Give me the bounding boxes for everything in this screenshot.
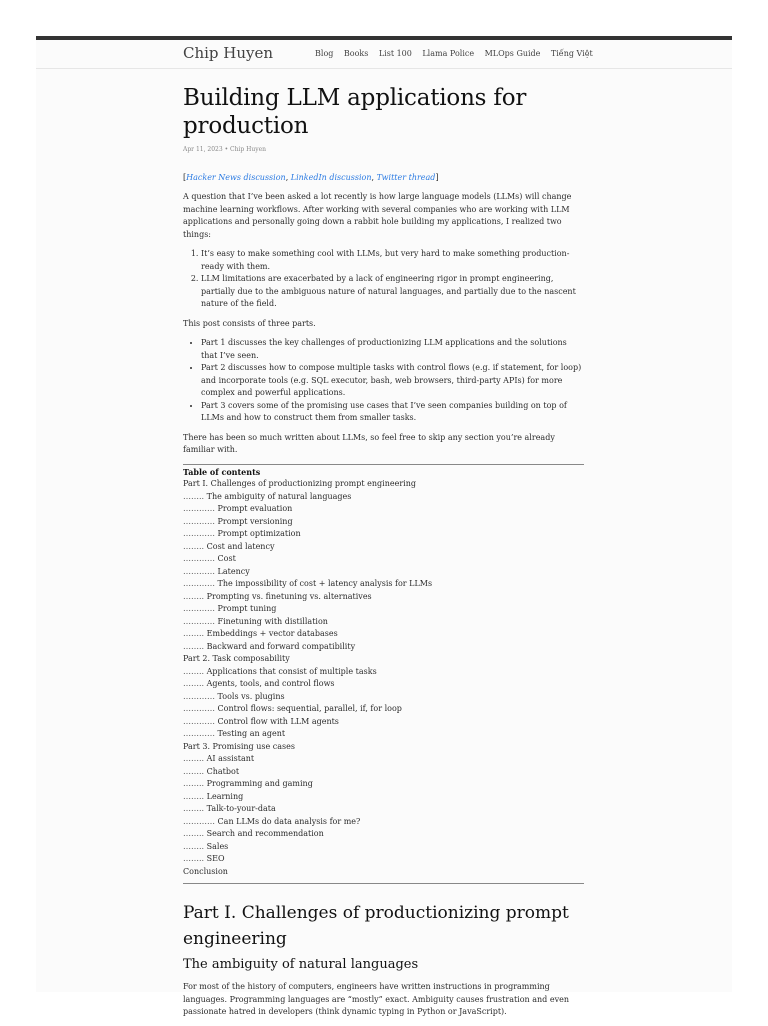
toc-indent-dots: …….. xyxy=(183,841,205,851)
toc-link[interactable]: Cost xyxy=(217,554,236,563)
skip-note: There has been so much written about LLMs, so feel free to skip any section you’re already familiar with. xyxy=(183,432,555,454)
links-separator: , xyxy=(285,172,291,182)
toc-item xyxy=(183,491,584,504)
toc-link[interactable]: Sales xyxy=(206,841,229,851)
site-header xyxy=(36,40,732,69)
post-title: Building LLM applications for production xyxy=(183,85,527,139)
toc-indent-dots: …….. xyxy=(183,629,205,638)
toc-indent-dots: …….. xyxy=(183,791,205,801)
toc-item xyxy=(183,603,584,616)
toc-indent-dots: …….. xyxy=(183,779,205,788)
toc-item xyxy=(183,828,584,841)
toc-link[interactable]: Part 2. Task composability xyxy=(183,654,290,663)
toc-item xyxy=(183,816,584,829)
toc-link[interactable]: Can LLMs do data analysis for me? xyxy=(217,816,361,826)
nav-books[interactable]: Books xyxy=(343,49,369,58)
parts-list xyxy=(183,337,584,425)
toc-link[interactable]: Part 3. Promising use cases xyxy=(183,741,295,751)
toc-link[interactable]: The ambiguity of natural languages xyxy=(206,491,352,501)
toc-item xyxy=(183,666,584,679)
section-paragraph: For most of the history of computers, engineers have written instructions in programming languages. Programming languages are “mostly” exact. Ambiguity causes frustration and even passionate hatred in developers (think dynamic typing in Python or JavaScript). xyxy=(183,982,569,1016)
toc-indent-dots: …….. xyxy=(183,829,205,838)
toc-link[interactable]: Prompt tuning xyxy=(217,604,277,613)
toc-item xyxy=(183,591,584,604)
toc-item xyxy=(183,628,584,641)
nav-blog[interactable]: Blog xyxy=(315,49,334,58)
toc-item xyxy=(183,616,584,629)
toc-item xyxy=(183,791,584,804)
toc-item xyxy=(183,741,584,754)
toc-indent-dots: …….. xyxy=(183,541,205,551)
toc-link[interactable]: Finetuning with distillation xyxy=(217,616,328,626)
intro-paragraph: A question that I’ve been asked a lot recently is how large language models (LLMs) will change machine learning workflows. After working with several companies who are working with LLM applications and personally going down a rabbit hole building my applications, I realized two things: xyxy=(183,192,572,239)
toc-item xyxy=(183,678,584,691)
nav-list-100[interactable]: List 100 xyxy=(378,49,412,58)
toc-indent-dots: …….. xyxy=(183,491,205,501)
toc-link[interactable]: The impossibility of cost + latency analysis for LLMs xyxy=(217,579,433,588)
toc-item xyxy=(183,866,584,879)
toc-indent-dots: ………… xyxy=(183,729,215,738)
toc-indent-dots: …….. xyxy=(183,766,205,776)
toc-indent-dots: …….. xyxy=(183,591,205,601)
toc-list xyxy=(183,478,584,878)
toc-item xyxy=(183,566,584,579)
list-item: • Part 1 discusses the key challenges of productionizing LLM applications and the solutions that I’ve seen. xyxy=(201,337,584,362)
toc-item xyxy=(183,641,584,654)
toc-link[interactable]: Conclusion xyxy=(183,866,228,876)
toc-indent-dots: ………… xyxy=(183,579,215,588)
hacker-news-link[interactable]: Hacker News discussion xyxy=(186,172,286,182)
links-open-bracket: [ xyxy=(183,172,187,182)
toc-link[interactable]: Programming and gaming xyxy=(206,779,313,788)
toc-link[interactable]: Prompt optimization xyxy=(217,529,301,538)
links-separator: , xyxy=(371,172,377,182)
toc-indent-dots: ………… xyxy=(183,529,215,538)
toc-indent-dots: ………… xyxy=(183,704,215,713)
toc-title: Table of contents xyxy=(183,466,261,477)
nav-tieng-viet[interactable]: Tiếng Việt xyxy=(550,49,593,58)
nav-llama-police[interactable]: Llama Police xyxy=(422,49,475,58)
toc-link[interactable]: AI assistant xyxy=(206,754,255,763)
toc-item xyxy=(183,516,584,529)
toc-indent-dots: …….. xyxy=(183,666,205,676)
list-item: 1. It’s easy to make something cool with LLMs, but very hard to make something production-ready with them. xyxy=(201,248,584,273)
page-frame xyxy=(36,36,732,1016)
toc-item xyxy=(183,853,584,866)
toc-item xyxy=(183,503,584,516)
toc-indent-dots: ………… xyxy=(183,816,215,826)
toc-link[interactable]: Prompt evaluation xyxy=(217,504,293,513)
toc-link[interactable]: Latency xyxy=(217,566,250,576)
links-close-bracket: ] xyxy=(435,172,439,182)
toc-link[interactable]: Backward and forward compatibility xyxy=(206,641,356,651)
toc-indent-dots: ………… xyxy=(183,554,215,563)
toc-indent-dots: ………… xyxy=(183,504,215,513)
toc-item xyxy=(183,478,584,491)
toc-item xyxy=(183,716,584,729)
table-of-contents xyxy=(183,464,584,885)
toc-item xyxy=(183,541,584,554)
toc-item xyxy=(183,528,584,541)
linkedin-link[interactable]: LinkedIn discussion xyxy=(290,172,372,182)
toc-link[interactable]: Search and recommendation xyxy=(206,829,324,838)
toc-indent-dots: ………… xyxy=(183,716,215,726)
toc-item xyxy=(183,766,584,779)
toc-item xyxy=(183,553,584,566)
toc-link[interactable]: Prompt versioning xyxy=(217,516,293,526)
section-heading: Part I. Challenges of productionizing prompt engineering xyxy=(183,903,569,949)
toc-link[interactable]: Agents, tools, and control flows xyxy=(206,679,335,688)
toc-link[interactable]: Applications that consist of multiple tasks xyxy=(206,666,377,676)
toc-link[interactable]: SEO xyxy=(206,854,225,863)
toc-link[interactable]: Prompting vs. finetuning vs. alternatives xyxy=(206,591,372,601)
post-meta: Apr 11, 2023 • Chip Huyen xyxy=(183,146,267,153)
toc-item xyxy=(183,753,584,766)
toc-item xyxy=(183,578,584,591)
toc-indent-dots: ………… xyxy=(183,691,215,701)
toc-link[interactable]: Part I. Challenges of productionizing prompt engineering xyxy=(183,479,416,488)
toc-indent-dots: ………… xyxy=(183,566,215,576)
post-content xyxy=(183,84,584,1026)
toc-indent-dots: …….. xyxy=(183,854,205,863)
toc-item xyxy=(183,691,584,704)
list-item: 2. LLM limitations are exacerbated by a lack of engineering rigor in prompt engineering, partially due to the ambiguous nature of natural languages, and partially due to the nascent nature of the field. xyxy=(201,273,584,311)
toc-link[interactable]: Embeddings + vector databases xyxy=(206,629,338,638)
toc-link[interactable]: Learning xyxy=(206,791,244,801)
toc-link[interactable]: Testing an agent xyxy=(217,729,286,738)
toc-item xyxy=(183,803,584,816)
site-title-link[interactable]: Chip Huyen xyxy=(183,44,274,62)
toc-indent-dots: ………… xyxy=(183,616,215,626)
toc-link[interactable]: Control flow with LLM agents xyxy=(217,716,339,726)
discussion-links xyxy=(183,172,584,185)
toc-indent-dots: …….. xyxy=(183,679,205,688)
toc-indent-dots: ………… xyxy=(183,516,215,526)
toc-item xyxy=(183,778,584,791)
toc-link[interactable]: Control flows: sequential, parallel, if, for loop xyxy=(217,704,402,713)
toc-link[interactable]: Tools vs. plugins xyxy=(217,691,285,701)
findings-list xyxy=(183,248,584,311)
toc-indent-dots: ………… xyxy=(183,604,215,613)
toc-item xyxy=(183,841,584,854)
parts-intro: This post consists of three parts. xyxy=(183,318,316,328)
twitter-link[interactable]: Twitter thread xyxy=(376,172,436,182)
toc-indent-dots: …….. xyxy=(183,641,205,651)
toc-link[interactable]: Talk-to-your-data xyxy=(206,804,276,813)
site-nav xyxy=(315,49,603,58)
toc-indent-dots: …….. xyxy=(183,804,205,813)
list-item: • Part 3 covers some of the promising use cases that I’ve seen companies building on top of LLMs and how to construct them from smaller tasks. xyxy=(201,400,584,425)
toc-item xyxy=(183,703,584,716)
toc-link[interactable]: Cost and latency xyxy=(206,541,275,551)
toc-item xyxy=(183,728,584,741)
subsection-heading: The ambiguity of natural languages xyxy=(183,957,419,972)
nav-mlops-guide[interactable]: MLOps Guide xyxy=(484,49,541,58)
list-item: • Part 2 discusses how to compose multiple tasks with control flows (e.g. if statement, for loop) and incorporate tools (e.g. SQL executor, bash, web browsers, third-party APIs) for more complex and powerful applications. xyxy=(201,362,584,400)
toc-indent-dots: …….. xyxy=(183,754,205,763)
toc-link[interactable]: Chatbot xyxy=(206,766,240,776)
toc-item xyxy=(183,653,584,666)
